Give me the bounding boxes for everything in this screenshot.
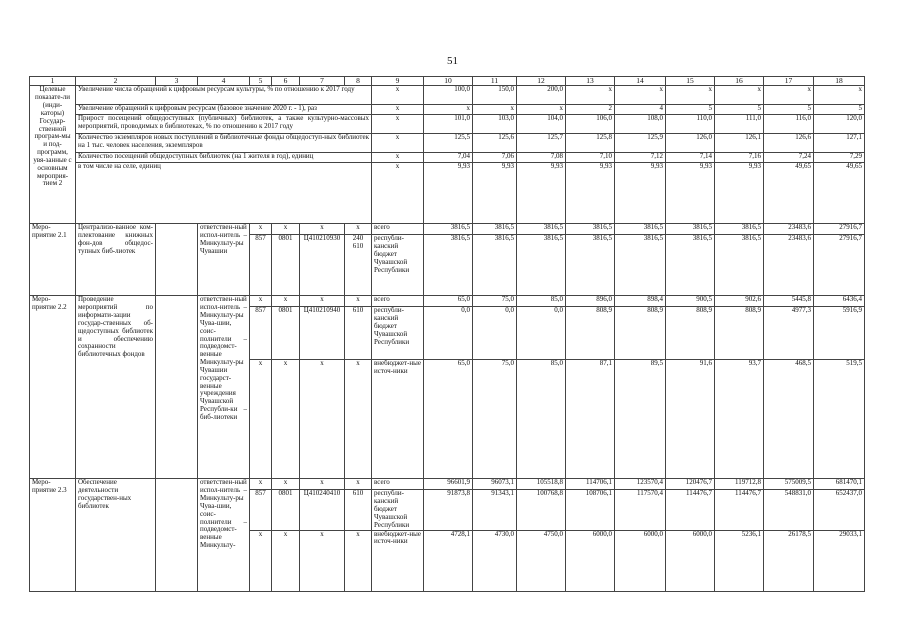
measure-value: 3816,5 [666,235,715,296]
measure-value: 96601,9 [424,479,473,490]
measure-source: республи-канский бюджет Чувашской Республики [372,490,424,530]
measure-value: 6000,0 [566,530,615,591]
target-value: 49,65 [814,163,865,224]
target-value: x [615,86,666,105]
measure-value: 3816,5 [473,235,517,296]
measure-value: 4730,0 [473,530,517,591]
target-value: 7,29 [814,153,865,163]
target-value: 7,06 [473,153,517,163]
measure-value: 519,5 [814,360,865,479]
measure-value: 75,0 [473,296,517,307]
measure-value: 3816,5 [424,224,473,235]
measure-source: внебюджет-ные источ-ники [372,360,424,479]
measure-code-6: x [272,296,300,307]
measure-col3 [156,479,198,591]
header-cell-1: 1 [30,77,76,86]
target-value: x [566,86,615,105]
target-col9: x [372,105,424,115]
target-value: x [473,105,517,115]
header-cell-16: 16 [715,77,764,86]
target-value: 200,0 [517,86,566,105]
target-value: 9,93 [473,163,517,224]
header-cell-8: 8 [345,77,372,86]
header-cell-14: 14 [615,77,666,86]
measure-value: 29033,1 [814,530,865,591]
measure-code-7: Ц410240410 [300,490,345,530]
target-col9: x [372,153,424,163]
target-value: 101,0 [424,115,473,134]
target-text: Увеличение обращений к цифровым ресурсам (базовое значение 2020 г. - 1), раз [76,105,372,115]
measure-value: 114476,7 [715,490,764,530]
measure-value: 3816,5 [666,224,715,235]
target-value: 125,7 [517,134,566,153]
target-row [30,153,865,163]
measure-code-8: 610 [345,490,372,530]
measure-responsible: ответствен-ный испол-нитель – Минкульту-ры Чува-шии, соис-полнители – подведомст-венные Минкульту- [198,479,250,591]
measure-value: 896,0 [566,296,615,307]
measure-value: 108706,1 [566,490,615,530]
target-value: x [666,86,715,105]
measure-code-8: 240 610 [345,235,372,296]
target-value: 7,24 [764,153,814,163]
target-row [30,105,865,115]
measure-code-6: x [272,530,300,591]
target-value: 108,0 [615,115,666,134]
measure-responsible: ответствен-ный испол-нитель – Минкульту-ры Чувашии [198,224,250,296]
measure-value: 105518,8 [517,479,566,490]
target-value: x [424,105,473,115]
measure-value: 5236,1 [715,530,764,591]
target-value: 125,9 [615,134,666,153]
measure-code-7: x [300,479,345,490]
measure-name: Централизо-ванное ком-плектование книжных фон-дов общедос-тупных биб-лиотек [76,224,156,296]
measure-value: 100768,8 [517,490,566,530]
measure-value: 548831,0 [764,490,814,530]
target-text: в том числе на селе, единиц [76,163,372,224]
measure-code-6: 0801 [272,307,300,360]
measure-value: 3816,5 [715,224,764,235]
measure-value: 6436,4 [814,296,865,307]
target-value: 7,04 [424,153,473,163]
header-row [30,77,865,86]
target-value: 120,0 [814,115,865,134]
target-row [30,134,865,153]
measure-source: всего [372,224,424,235]
target-value: 5 [814,105,865,115]
measure-value: 123570,4 [615,479,666,490]
measure-value: 808,9 [666,307,715,360]
program-table [29,76,865,592]
measure-value: 6000,0 [666,530,715,591]
header-cell-2: 2 [76,77,156,86]
measure-value: 3816,5 [615,235,666,296]
measure-code-8: x [345,530,372,591]
measure-code-8: 610 [345,307,372,360]
target-col9: x [372,115,424,134]
measure-value: 87,1 [566,360,615,479]
measure-value: 93,7 [715,360,764,479]
target-value: 7,16 [715,153,764,163]
measure-code-6: x [272,479,300,490]
measure-value: 89,5 [615,360,666,479]
target-col9: x [372,163,424,224]
target-value: 9,93 [666,163,715,224]
measure-value: 0,0 [473,307,517,360]
measure-code-7: Ц410210940 [300,307,345,360]
target-value: 5 [715,105,764,115]
measure-value: 0,0 [424,307,473,360]
measure-value: 91343,1 [473,490,517,530]
target-row [30,163,865,224]
target-value: 111,0 [715,115,764,134]
measure-value: 75,0 [473,360,517,479]
header-cell-15: 15 [666,77,715,86]
header-cell-11: 11 [473,77,517,86]
measure-value: 898,4 [615,296,666,307]
measure-code-6: 0801 [272,490,300,530]
target-value: 7,12 [615,153,666,163]
measure-value: 6000,0 [615,530,666,591]
measure-value: 23483,6 [764,235,814,296]
target-row [30,86,865,105]
measure-code-8: x [345,360,372,479]
measure-code-5: 857 [250,490,272,530]
measure-code-6: x [272,360,300,479]
measure-value: 91873,8 [424,490,473,530]
measure-value: 5445,8 [764,296,814,307]
measure-code-5: 857 [250,307,272,360]
measure-value: 900,5 [666,296,715,307]
measure-value: 119712,8 [715,479,764,490]
measure-value: 4728,1 [424,530,473,591]
target-value: x [517,105,566,115]
target-value: 9,93 [424,163,473,224]
measure-value: 3816,5 [566,224,615,235]
target-row [30,115,865,134]
header-cell-10: 10 [424,77,473,86]
measure-value: 652437,0 [814,490,865,530]
measure-number: Меро-приятие 2.3 [30,479,76,591]
target-value: 126,0 [666,134,715,153]
target-value: 2 [566,105,615,115]
measure-value: 808,9 [615,307,666,360]
measure-value: 114706,1 [566,479,615,490]
target-value: x [814,86,865,105]
measure-number: Меро-приятие 2.1 [30,224,76,296]
header-cell-12: 12 [517,77,566,86]
measure-value: 65,0 [424,360,473,479]
target-value: 49,65 [764,163,814,224]
measure-code-7: x [300,360,345,479]
measure-value: 902,6 [715,296,764,307]
measure-value: 4977,3 [764,307,814,360]
measure-source: республи-канский бюджет Чувашской Республики [372,307,424,360]
header-cell-4: 4 [198,77,250,86]
header-cell-9: 9 [372,77,424,86]
measure-row [30,224,865,235]
target-value: 7,10 [566,153,615,163]
target-value: 150,0 [473,86,517,105]
measure-code-5: 857 [250,235,272,296]
measure-code-5: x [250,296,272,307]
measure-value: 114476,7 [666,490,715,530]
measure-code-5: x [250,360,272,479]
measure-col3 [156,224,198,296]
measure-code-8: x [345,224,372,235]
target-value: 5 [666,105,715,115]
header-cell-3: 3 [156,77,198,86]
measure-value: 91,6 [666,360,715,479]
target-value: x [715,86,764,105]
target-value: 125,5 [424,134,473,153]
target-value: 116,0 [764,115,814,134]
measure-value: 681470,1 [814,479,865,490]
header-cell-18: 18 [814,77,865,86]
target-text: Количество экземпляров новых поступлений в библиотечные фонды общедоступ-ных библиотек на 1 тыс. человек населения, экземпляров [76,134,372,153]
measure-row [30,296,865,307]
measure-code-7: x [300,296,345,307]
measure-code-7: Ц410210930 [300,235,345,296]
measure-value: 117570,4 [615,490,666,530]
measure-name: Обеспечение деятельности государствен-ных библиотек [76,479,156,591]
measure-row [30,479,865,490]
header-cell-5: 5 [250,77,272,86]
measure-value: 5916,9 [814,307,865,360]
measure-code-5: x [250,479,272,490]
measure-source: республи-канский бюджет Чувашской Республики [372,235,424,296]
target-text: Прирост посещений общедоступных (публичных) библиотек, а также культурно-массовых мероприятий, проводимых в библиотеках, % по отношению к 2017 году [76,115,372,134]
target-col9: x [372,86,424,105]
measure-value: 0,0 [517,307,566,360]
header-cell-13: 13 [566,77,615,86]
measure-value: 3816,5 [424,235,473,296]
header-cell-7: 7 [300,77,345,86]
measure-value: 4750,0 [517,530,566,591]
measure-value: 23483,6 [764,224,814,235]
measure-code-7: x [300,530,345,591]
target-value: 110,0 [666,115,715,134]
measure-source: всего [372,479,424,490]
target-col9: x [372,134,424,153]
measure-value: 808,9 [566,307,615,360]
target-value: x [764,86,814,105]
measure-code-7: x [300,224,345,235]
target-value: 126,1 [715,134,764,153]
target-value: 9,93 [715,163,764,224]
measure-value: 808,9 [715,307,764,360]
measure-value: 3816,5 [473,224,517,235]
targets-label: Целевые показате-ли (инди-каторы) Государ-ственной програм-мы и под-программ, увя-занные с основным мероприя-тием 2 [30,86,76,224]
target-value: 7,08 [517,153,566,163]
measure-source: внебюджет-ные источ-ники [372,530,424,591]
target-value: 4 [615,105,666,115]
measure-value: 120476,7 [666,479,715,490]
target-value: 125,6 [473,134,517,153]
measure-col3 [156,296,198,479]
measure-value: 85,0 [517,360,566,479]
measure-value: 85,0 [517,296,566,307]
measure-code-6: 0801 [272,235,300,296]
measure-value: 26178,5 [764,530,814,591]
measure-value: 27916,7 [814,235,865,296]
measure-value: 575009,5 [764,479,814,490]
measure-value: 3816,5 [517,235,566,296]
target-value: 9,93 [517,163,566,224]
target-value: 5 [764,105,814,115]
target-text: Количество посещений общедоступных библиотек (на 1 жителя в год), единиц [76,153,372,163]
measure-value: 3816,5 [566,235,615,296]
target-value: 9,93 [566,163,615,224]
measure-code-5: x [250,530,272,591]
measure-value: 65,0 [424,296,473,307]
page-number: 51 [447,55,458,67]
measure-source: всего [372,296,424,307]
target-value: 125,8 [566,134,615,153]
measure-responsible: ответствен-ный испол-нитель – Минкульту-ры Чува-шии, соис-полнители – подведомст-венные Минкульту-ры Чувашии государст-венные учреждения Чувашской Республи-ки – биб-лиотеки [198,296,250,479]
measure-code-8: x [345,479,372,490]
target-value: 126,6 [764,134,814,153]
measure-value: 27916,7 [814,224,865,235]
measure-value: 96073,1 [473,479,517,490]
measure-code-6: x [272,224,300,235]
target-value: 104,0 [517,115,566,134]
measure-code-5: x [250,224,272,235]
target-text: Увеличение числа обращений к цифровым ресурсам культуры, % по отношению к 2017 году [76,86,372,105]
target-value: 7,14 [666,153,715,163]
header-cell-17: 17 [764,77,814,86]
measure-name: Проведение мероприятий по информати-зации государ-ственных об-щедоступных библиотек и обеспечению сохранности библиотечных фондов [76,296,156,479]
header-cell-6: 6 [272,77,300,86]
measure-value: 3816,5 [615,224,666,235]
measure-value: 3816,5 [517,224,566,235]
measure-value: 3816,5 [715,235,764,296]
target-value: 106,0 [566,115,615,134]
target-value: 127,1 [814,134,865,153]
target-value: 9,93 [615,163,666,224]
measure-value: 468,5 [764,360,814,479]
measure-number: Меро-приятие 2.2 [30,296,76,479]
target-value: 103,0 [473,115,517,134]
measure-code-8: x [345,296,372,307]
target-value: 100,0 [424,86,473,105]
